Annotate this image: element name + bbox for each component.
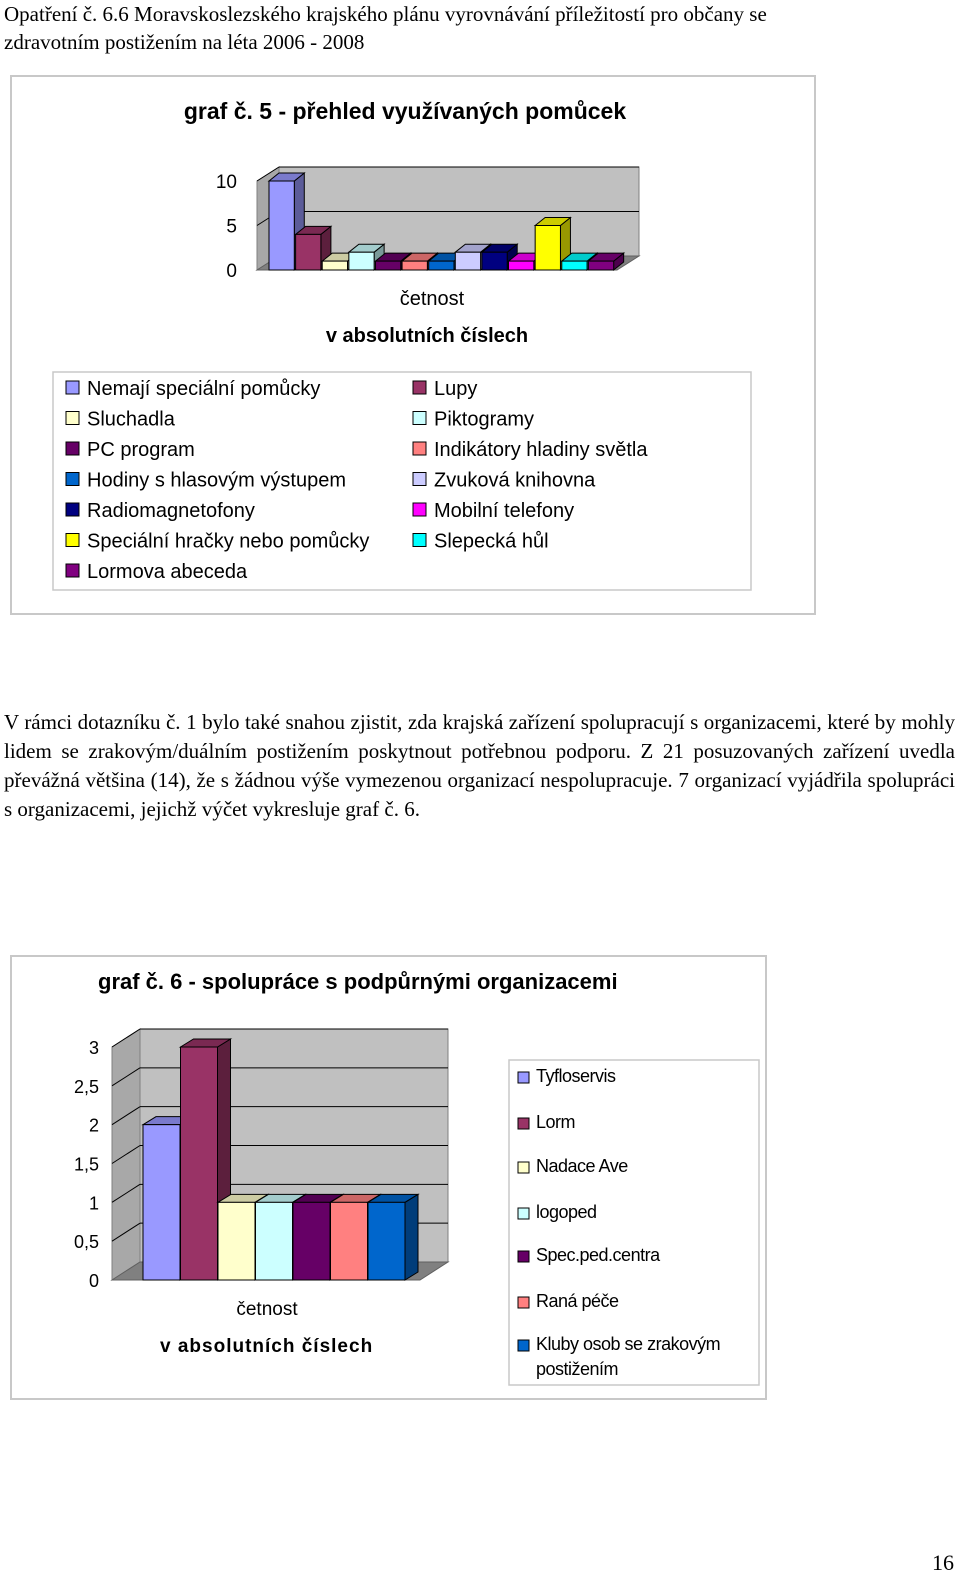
chart-5-xlabel: četnost	[399, 288, 465, 310]
chart-5-legend-swatch	[66, 442, 79, 455]
chart-5-legend-swatch	[413, 534, 426, 547]
chart-6-legend-swatch	[518, 1340, 529, 1351]
chart-6-legend-label: logoped	[536, 1202, 597, 1222]
chart-6-ytick: 3	[88, 1038, 99, 1058]
chart-5-legend-label: Indikátory hladiny světla	[434, 439, 648, 461]
chart-5-legend-swatch	[413, 442, 426, 455]
chart-5-legend-label: Nemají speciální pomůcky	[87, 378, 321, 400]
chart-6-legend-swatch	[518, 1072, 529, 1083]
chart-5-frame	[10, 75, 816, 615]
chart-5-ytick: 10	[215, 172, 237, 193]
chart-6-ytick: 1	[88, 1193, 99, 1214]
chart-5-legend-label: Slepecká hůl	[434, 530, 549, 553]
chart-6-legend-label: Raná péče	[536, 1291, 619, 1311]
chart-6-bar	[368, 1194, 418, 1280]
chart-6-ytick: 0,5	[73, 1232, 99, 1253]
chart-6-xlabel: četnost	[236, 1299, 298, 1320]
chart-5-legend-label: Speciální hračky nebo pomůcky	[87, 530, 370, 553]
chart-5	[12, 77, 818, 617]
page-number: 16	[932, 1550, 954, 1575]
chart-5-legend-swatch	[66, 381, 79, 394]
chart-5-ytick: 0	[226, 261, 237, 282]
chart-5-subtitle: v absolutních číslech	[325, 325, 529, 347]
chart-5-legend-swatch	[66, 412, 79, 425]
chart-6-legend-label: Kluby osob se zrakovým	[536, 1334, 721, 1354]
chart-6-ytick: 0	[88, 1271, 99, 1291]
header-line-1: Opatření č. 6.6 Moravskoslezského krajského plánu vyrovnávání příležitostí pro občany se	[4, 2, 767, 26]
chart-5-legend-label: Radiomagnetofony	[87, 500, 255, 522]
chart-6-title: graf č. 6 - spolupráce s podpůrnými organizacemi	[98, 969, 618, 994]
chart-6-legend-label-cont: postižením	[536, 1359, 619, 1379]
chart-5-legend-label: Lormova abeceda	[87, 561, 248, 583]
chart-6-legend-label: Lorm	[536, 1112, 576, 1132]
chart-5-legend-label: Mobilní telefony	[434, 500, 575, 522]
chart-5-legend-swatch	[413, 503, 426, 516]
chart-5-legend-swatch	[66, 534, 79, 547]
chart-5-legend-label: Lupy	[434, 378, 478, 400]
chart-6-legend-swatch	[518, 1208, 529, 1219]
chart-6-legend-swatch	[518, 1251, 529, 1262]
chart-5-legend-swatch	[66, 503, 79, 516]
chart-6-frame	[10, 955, 767, 1400]
chart-5-legend-swatch	[413, 381, 426, 394]
chart-6-legend-label: Nadace Ave	[536, 1156, 628, 1176]
body-paragraph: V rámci dotazníku č. 1 bylo také snahou zjistit, zda krajská zařízení spolupracují s organizacemi, které by mohly lidem se zrakovým/duálním postižením poskytnout potřebnou podporu. Z 21 posuzovaných zařízení uvedla převážná většina (14), že s žádnou výše vymezenou organizací nespolupracuje. 7 organizací vyjádřila spolupráci s organizacemi, jejichž výčet vykresluje graf č. 6.	[4, 710, 955, 821]
header-line-2: zdravotním postižením na léta 2006 - 2008	[4, 30, 365, 54]
chart-6-legend-swatch	[518, 1118, 529, 1129]
chart-6-ytick: 2,5	[73, 1076, 99, 1097]
chart-6	[12, 957, 769, 1402]
chart-5-legend-label: PC program	[87, 439, 195, 461]
chart-6-legend-label: Spec.ped.centra	[536, 1245, 660, 1265]
document-header	[4, 0, 956, 56]
chart-5-legend-swatch	[413, 412, 426, 425]
chart-6-legend-label: Tyfloservis	[536, 1066, 616, 1086]
chart-5-legend-label: Hodiny s hlasovým výstupem	[87, 469, 346, 492]
chart-5-title: graf č. 5 - přehled využívaných pomůcek	[183, 98, 627, 124]
chart-6-legend-swatch	[518, 1297, 529, 1308]
chart-5-legend-swatch	[66, 473, 79, 486]
chart-6-legend-swatch	[518, 1162, 529, 1173]
chart-6-subtitle: v absolutních číslech	[160, 1336, 374, 1357]
chart-6-ytick: 1,5	[73, 1154, 99, 1175]
chart-5-ytick: 5	[226, 216, 237, 238]
chart-5-legend-swatch	[413, 473, 426, 486]
chart-5-legend-label: Piktogramy	[434, 408, 535, 431]
chart-5-legend-label: Sluchadla	[87, 408, 175, 431]
chart-5-legend-label: Zvuková knihovna	[434, 469, 596, 492]
chart-5-legend-swatch	[66, 564, 79, 577]
chart-6-ytick: 2	[88, 1115, 99, 1136]
